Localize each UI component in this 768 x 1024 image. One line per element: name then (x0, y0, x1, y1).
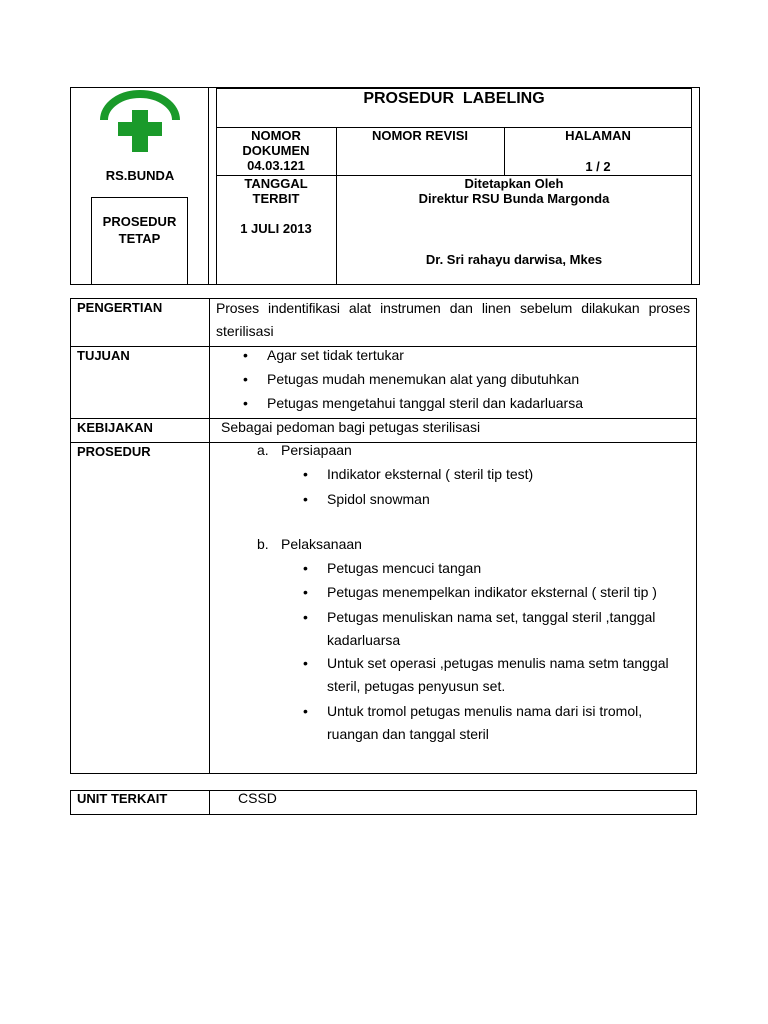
tanggal-label-1: TANGGAL (244, 176, 308, 191)
section-b-item-2: Petugas menempelkan indikator eksternal ( steril tip ) (327, 584, 657, 600)
section-b-item-4-cont: steril, petugas penyusun set. (327, 678, 506, 694)
bullet-icon: • (303, 584, 308, 600)
doc-type-line1: PROSEDUR (102, 214, 177, 229)
halaman-label: HALAMAN (565, 128, 631, 143)
section-b-item-5: Untuk tromol petugas menulis nama dari isi tromol, (327, 703, 643, 719)
ditetapkan-line2: Direktur RSU Bunda Margonda (418, 191, 610, 206)
pengertian-line2: sterilisasi (216, 323, 274, 339)
bullet-icon: • (303, 609, 308, 625)
bullet-icon: • (303, 655, 308, 671)
section-a-marker: a. (257, 442, 269, 458)
halaman-value: 1 / 2 (585, 159, 611, 174)
bullet-icon: • (243, 347, 248, 363)
section-b-item-5-cont: ruangan dan tanggal steril (327, 726, 489, 742)
pengertian-line1: Proses indentifikasi alat instrumen dan linen sebelum dilakukan proses (216, 300, 690, 316)
signatory-name: Dr. Sri rahayu darwisa, Mkes (425, 252, 603, 267)
section-a-item-1: Indikator eksternal ( steril tip test) (327, 466, 534, 482)
unit-terkait-label: UNIT TERKAIT (77, 791, 168, 806)
kebijakan-text: Sebagai pedoman bagi petugas sterilisasi (221, 419, 481, 435)
section-a-title: Persiapaan (281, 442, 352, 458)
section-b-title: Pelaksanaan (281, 536, 362, 552)
nomor-revisi-label: NOMOR REVISI (371, 128, 469, 143)
ditetapkan-line1: Ditetapkan Oleh (464, 176, 564, 191)
section-b-item-4: Untuk set operasi ,petugas menulis nama setm tanggal (327, 655, 669, 671)
tanggal-label-2: TERBIT (252, 191, 300, 206)
section-b-marker: b. (257, 536, 269, 552)
bullet-icon: • (303, 560, 308, 576)
unit-terkait-value: CSSD (238, 790, 277, 806)
section-b-item-3: Petugas menuliskan nama set, tanggal steril ,tanggal (327, 609, 656, 625)
tujuan-label: TUJUAN (77, 348, 130, 363)
tanggal-value: 1 JULI 2013 (240, 221, 312, 236)
tujuan-item-1: Agar set tidak tertukar (267, 347, 404, 363)
bullet-icon: • (303, 703, 308, 719)
bullet-icon: • (243, 371, 248, 387)
bullet-icon: • (303, 466, 308, 482)
tujuan-item-2: Petugas mudah menemukan alat yang dibutuhkan (267, 371, 580, 387)
section-b-item-3-cont: kadarluarsa (327, 632, 401, 648)
tujuan-item-3: Petugas mengetahui tanggal steril dan kadarluarsa (267, 395, 583, 411)
hospital-cross-logo (96, 90, 184, 154)
nomor-dokumen-label-2: DOKUMEN (242, 143, 310, 158)
doc-type-line2: TETAP (118, 231, 161, 246)
section-a-item-2: Spidol snowman (327, 491, 430, 507)
section-b-item-1: Petugas mencuci tangan (327, 560, 482, 576)
bullet-icon: • (243, 395, 248, 411)
bullet-icon: • (303, 491, 308, 507)
nomor-dokumen-label-1: NOMOR (251, 128, 301, 143)
pengertian-label: PENGERTIAN (77, 300, 163, 315)
prosedur-label: PROSEDUR (77, 444, 151, 459)
kebijakan-label: KEBIJAKAN (77, 420, 153, 435)
hospital-name: RS.BUNDA (105, 168, 175, 183)
document-title: PROSEDUR LABELING (363, 90, 545, 107)
nomor-dokumen-value: 04.03.121 (247, 158, 305, 173)
